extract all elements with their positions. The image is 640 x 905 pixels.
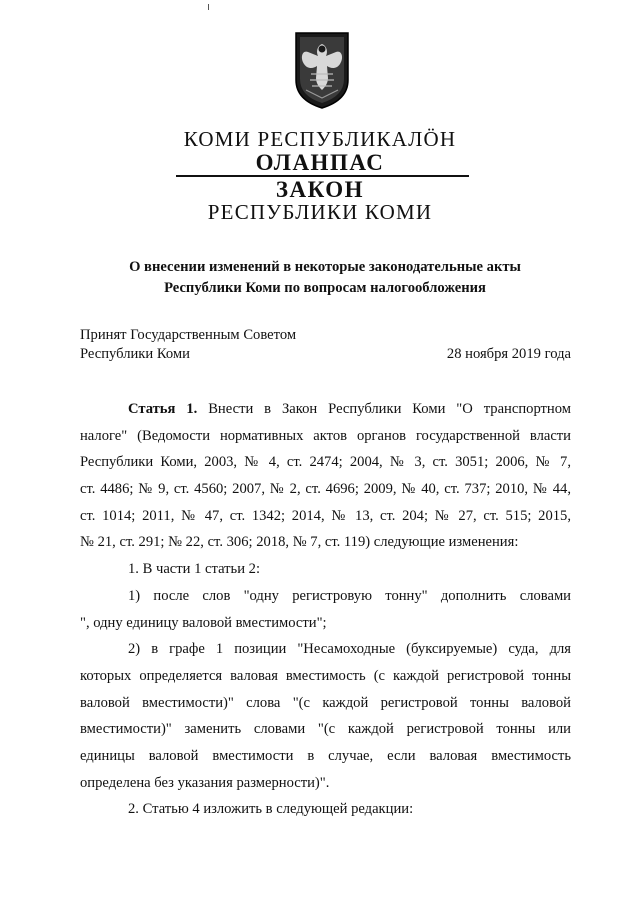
sub-item-2-line: единицы валовой вместимости в случае, если валовая вместимость — [80, 747, 571, 764]
adoption-line: Республики Коми — [80, 346, 190, 362]
sub-item-2-line: валовой вместимости)" слова "(с каждой регистровой тонны валовой — [80, 694, 571, 711]
header-olanpas: ОЛАНПАС — [255, 150, 385, 175]
article-1 — [80, 396, 571, 823]
adoption-date: 28 ноября 2019 года — [446, 346, 571, 362]
sub-item-1-line: 1) после слов "одну регистровую тонну" дополнить словами — [128, 587, 571, 604]
article-text: Внести в Закон Республики Коми "О транспортном — [208, 401, 571, 417]
header-zakon: ЗАКОН — [275, 177, 365, 202]
article-line: Республики Коми, 2003, № 4, ст. 2474; 2004, № 3, ст. 3051; 2006, № 7, — [80, 454, 571, 471]
law-title-line: Республики Коми по вопросам налогообложения — [164, 280, 486, 296]
sub-item-2-line: 2) в графе 1 позиции "Несамоходные (буксируемые) суда, для — [128, 641, 571, 658]
law-title-line: О внесении изменений в некоторые законодательные акты — [129, 259, 521, 275]
article-line: № 21, ст. 291; № 22, ст. 306; 2018, № 7, ст. 119) следующие изменения: — [80, 534, 519, 551]
scan-artifact — [208, 4, 209, 10]
item-2-heading: 2. Статью 4 изложить в следующей редакции: — [128, 801, 414, 818]
header-komi-republic: КОМИ РЕСПУБЛИКАЛÖН — [183, 127, 457, 151]
adoption-info — [80, 326, 296, 364]
item-1-heading: 1. В части 1 статьи 2: — [128, 561, 261, 578]
sub-item-2-line: определена без указания размерности)". — [80, 774, 330, 791]
sub-item-2-line: которых определяется валовая вместимость (с каждой регистровой тонны — [80, 667, 571, 684]
adoption-line: Принят Государственным Советом — [80, 327, 297, 343]
article-line: ст. 4486; № 9, ст. 4560; 2007, № 2, ст. 4696; 2009, № 40, ст. 737; 2010, № 44, — [80, 481, 571, 498]
sub-item-1-line: ", одну единицу валовой вместимости"; — [80, 614, 327, 631]
coat-of-arms-emblem — [290, 30, 354, 110]
article-first-line — [80, 396, 571, 423]
article-line: ст. 1014; 2011, № 47, ст. 1342; 2014, № 13, ст. 204; № 27, ст. 515; 2015, — [80, 507, 571, 524]
header-republic-komi: РЕСПУБЛИКИ КОМИ — [207, 200, 433, 224]
article-line: налоге" (Ведомости нормативных актов органов государственной власти — [80, 427, 571, 444]
sub-item-2-line: вместимости)" заменить словами "(с каждой регистровой тонны или — [80, 721, 571, 738]
article-label: Статья 1. — [128, 401, 198, 417]
law-title — [80, 257, 570, 299]
